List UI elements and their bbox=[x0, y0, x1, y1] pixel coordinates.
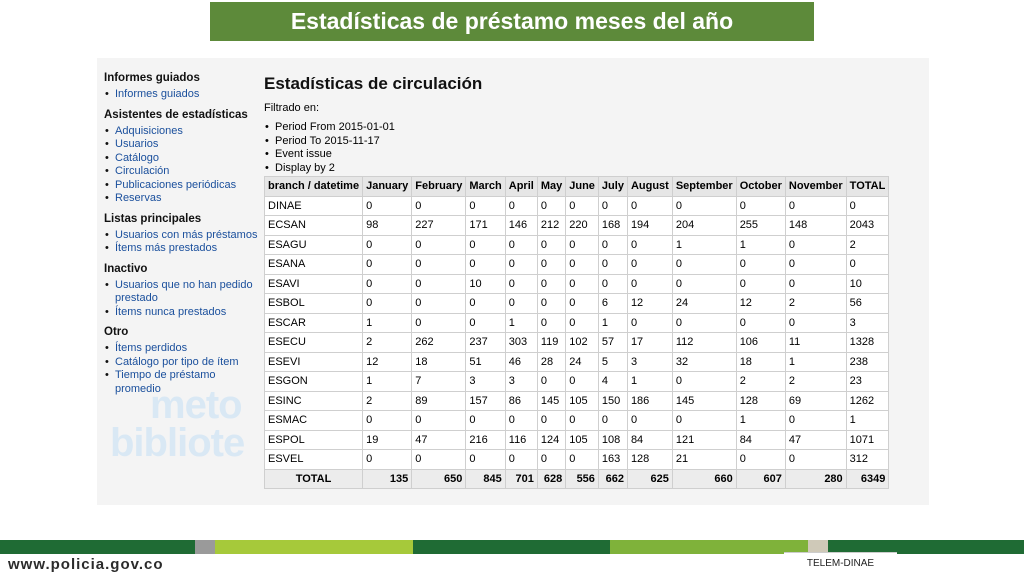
table-cell: 10 bbox=[466, 274, 505, 294]
column-header: TOTAL bbox=[846, 177, 889, 197]
table-cell: 119 bbox=[537, 333, 565, 353]
column-header: branch / datetime bbox=[265, 177, 363, 197]
table-cell: 84 bbox=[627, 430, 672, 450]
table-cell: 1071 bbox=[846, 430, 889, 450]
table-cell: ESINC bbox=[265, 391, 363, 411]
table-cell: ESEVI bbox=[265, 352, 363, 372]
table-cell: 51 bbox=[466, 352, 505, 372]
table-cell: 0 bbox=[412, 450, 466, 470]
table-cell: 194 bbox=[627, 216, 672, 236]
table-cell: 0 bbox=[537, 255, 565, 275]
table-cell: ESPOL bbox=[265, 430, 363, 450]
total-cell: 556 bbox=[566, 469, 599, 489]
table-cell: 0 bbox=[466, 294, 505, 314]
table-cell: 1 bbox=[363, 313, 412, 333]
table-total-row bbox=[265, 469, 889, 489]
table-cell: 0 bbox=[505, 274, 537, 294]
table-cell: 0 bbox=[566, 274, 599, 294]
table-cell: 0 bbox=[505, 196, 537, 216]
sidebar-link-list bbox=[104, 342, 264, 396]
table-cell: 23 bbox=[846, 372, 889, 392]
table-cell: 171 bbox=[466, 216, 505, 236]
table-cell: 0 bbox=[466, 411, 505, 431]
table-cell: 105 bbox=[566, 430, 599, 450]
table-cell: 5 bbox=[598, 352, 627, 372]
table-cell: 0 bbox=[412, 235, 466, 255]
table-cell: 0 bbox=[466, 450, 505, 470]
table-cell: 0 bbox=[412, 196, 466, 216]
table-row bbox=[265, 411, 889, 431]
table-cell: 1328 bbox=[846, 333, 889, 353]
table-cell: 0 bbox=[566, 235, 599, 255]
table-row bbox=[265, 333, 889, 353]
sidebar-link[interactable]: • Tiempo de préstamo promedio bbox=[104, 369, 264, 396]
table-cell: 0 bbox=[598, 411, 627, 431]
table-cell: 0 bbox=[846, 255, 889, 275]
table-cell: 17 bbox=[627, 333, 672, 353]
table-cell: 0 bbox=[566, 255, 599, 275]
filter-label: Filtrado en: bbox=[264, 102, 320, 114]
table-cell: 145 bbox=[537, 391, 565, 411]
table-cell: 12 bbox=[736, 294, 785, 314]
table-cell: 1 bbox=[672, 235, 736, 255]
filter-criteria-list bbox=[264, 121, 904, 175]
footer-stripe bbox=[413, 540, 610, 554]
table-cell: 0 bbox=[785, 450, 846, 470]
table-cell: 19 bbox=[363, 430, 412, 450]
table-cell: 0 bbox=[627, 274, 672, 294]
table-cell: 11 bbox=[785, 333, 846, 353]
table-cell: 1262 bbox=[846, 391, 889, 411]
table-cell: ECSAN bbox=[265, 216, 363, 236]
table-cell: 108 bbox=[598, 430, 627, 450]
table-cell: 0 bbox=[412, 313, 466, 333]
table-cell: 146 bbox=[505, 216, 537, 236]
table-cell: 0 bbox=[736, 274, 785, 294]
criteria-item: • Period From 2015-01-01 bbox=[264, 121, 904, 135]
total-cell: 625 bbox=[627, 469, 672, 489]
table-row bbox=[265, 255, 889, 275]
footer-stripe bbox=[195, 540, 215, 554]
criteria-item: • Display by 2 bbox=[264, 162, 904, 176]
table-cell: 0 bbox=[785, 235, 846, 255]
table-cell: 0 bbox=[736, 313, 785, 333]
sidebar-link[interactable]: • Ítems nunca prestados bbox=[104, 306, 264, 320]
table-cell: 0 bbox=[466, 255, 505, 275]
table-cell: 1 bbox=[736, 235, 785, 255]
table-cell: 18 bbox=[412, 352, 466, 372]
table-cell: 102 bbox=[566, 333, 599, 353]
sidebar-link[interactable]: • Informes guiados bbox=[104, 88, 264, 102]
table-cell: 0 bbox=[412, 411, 466, 431]
table-cell: 2 bbox=[363, 391, 412, 411]
table-cell: 0 bbox=[363, 196, 412, 216]
table-cell: 255 bbox=[736, 216, 785, 236]
main-content bbox=[264, 72, 904, 489]
table-cell: 12 bbox=[627, 294, 672, 314]
table-cell: 0 bbox=[412, 255, 466, 275]
table-cell: 32 bbox=[672, 352, 736, 372]
table-cell: 0 bbox=[627, 255, 672, 275]
sidebar-heading: Informes guiados bbox=[104, 72, 200, 84]
table-cell: 0 bbox=[537, 372, 565, 392]
column-header: August bbox=[627, 177, 672, 197]
table-cell: 212 bbox=[537, 216, 565, 236]
table-cell: 0 bbox=[785, 411, 846, 431]
column-header: January bbox=[363, 177, 412, 197]
table-cell: 0 bbox=[598, 196, 627, 216]
table-cell: 7 bbox=[412, 372, 466, 392]
table-cell: 0 bbox=[363, 294, 412, 314]
table-cell: 2043 bbox=[846, 216, 889, 236]
table-cell: 128 bbox=[736, 391, 785, 411]
table-cell: 121 bbox=[672, 430, 736, 450]
table-cell: 28 bbox=[537, 352, 565, 372]
table-cell: 0 bbox=[537, 235, 565, 255]
table-cell: 0 bbox=[566, 196, 599, 216]
table-cell: 2 bbox=[363, 333, 412, 353]
table-cell: 112 bbox=[672, 333, 736, 353]
table-cell: 12 bbox=[363, 352, 412, 372]
sidebar-link[interactable]: • Publicaciones periódicas bbox=[104, 179, 264, 193]
sidebar bbox=[104, 72, 264, 403]
sidebar-heading: Otro bbox=[104, 326, 129, 338]
table-cell: 2 bbox=[846, 235, 889, 255]
table-cell: 227 bbox=[412, 216, 466, 236]
table-cell: 0 bbox=[505, 294, 537, 314]
table-cell: DINAE bbox=[265, 196, 363, 216]
table-cell: 220 bbox=[566, 216, 599, 236]
table-cell: 0 bbox=[736, 196, 785, 216]
table-cell: 1 bbox=[598, 313, 627, 333]
table-cell: 0 bbox=[736, 255, 785, 275]
table-cell: 2 bbox=[785, 294, 846, 314]
table-row bbox=[265, 352, 889, 372]
table-cell: 106 bbox=[736, 333, 785, 353]
table-cell: 312 bbox=[846, 450, 889, 470]
column-header: June bbox=[566, 177, 599, 197]
table-cell: 216 bbox=[466, 430, 505, 450]
table-cell: 0 bbox=[537, 196, 565, 216]
column-header: May bbox=[537, 177, 565, 197]
circulation-stats-table bbox=[264, 176, 889, 489]
sidebar-heading: Inactivo bbox=[104, 262, 148, 275]
criteria-item: • Event issue bbox=[264, 148, 904, 162]
column-header: April bbox=[505, 177, 537, 197]
table-cell: 168 bbox=[598, 216, 627, 236]
sidebar-link[interactable]: • Catálogo por tipo de ítem bbox=[104, 356, 264, 370]
footer-url[interactable]: www.policia.gov.co bbox=[8, 556, 164, 573]
table-row bbox=[265, 294, 889, 314]
table-cell: 163 bbox=[598, 450, 627, 470]
table-cell: 89 bbox=[412, 391, 466, 411]
table-cell: 0 bbox=[672, 372, 736, 392]
table-cell: 0 bbox=[627, 411, 672, 431]
table-row bbox=[265, 274, 889, 294]
table-cell: 3 bbox=[627, 352, 672, 372]
table-cell: ESGON bbox=[265, 372, 363, 392]
table-cell: 204 bbox=[672, 216, 736, 236]
table-cell: 47 bbox=[785, 430, 846, 450]
sidebar-heading: Asistentes de estadísticas bbox=[104, 108, 248, 121]
table-cell: 186 bbox=[627, 391, 672, 411]
table-cell: 56 bbox=[846, 294, 889, 314]
table-row bbox=[265, 196, 889, 216]
table-cell: 0 bbox=[672, 255, 736, 275]
table-cell: 0 bbox=[566, 294, 599, 314]
table-cell: ESBOL bbox=[265, 294, 363, 314]
table-cell: 0 bbox=[598, 235, 627, 255]
total-cell: 701 bbox=[505, 469, 537, 489]
table-cell: ESANA bbox=[265, 255, 363, 275]
table-cell: 116 bbox=[505, 430, 537, 450]
table-cell: 0 bbox=[537, 411, 565, 431]
table-cell: 0 bbox=[736, 450, 785, 470]
table-row bbox=[265, 450, 889, 470]
table-cell: 0 bbox=[566, 313, 599, 333]
sidebar-link-list bbox=[104, 125, 264, 206]
total-cell: 6349 bbox=[846, 469, 889, 489]
table-cell: 157 bbox=[466, 391, 505, 411]
sidebar-link[interactable]: • Ítems perdidos bbox=[104, 342, 264, 356]
table-cell: 3 bbox=[466, 372, 505, 392]
table-cell: 0 bbox=[466, 196, 505, 216]
table-cell: 0 bbox=[627, 313, 672, 333]
sidebar-link[interactable]: • Ítems más prestados bbox=[104, 242, 264, 256]
table-cell: 1 bbox=[627, 372, 672, 392]
column-header: November bbox=[785, 177, 846, 197]
table-cell: 303 bbox=[505, 333, 537, 353]
total-cell: 662 bbox=[598, 469, 627, 489]
table-cell: 237 bbox=[466, 333, 505, 353]
table-cell: 0 bbox=[785, 274, 846, 294]
sidebar-link[interactable]: • Usuarios que no han pedido prestado bbox=[104, 279, 264, 306]
footer-tag: TELEM-DINAE bbox=[784, 552, 897, 573]
table-cell: ESMAC bbox=[265, 411, 363, 431]
table-row bbox=[265, 391, 889, 411]
table-cell: 24 bbox=[672, 294, 736, 314]
table-cell: 0 bbox=[363, 255, 412, 275]
column-header: July bbox=[598, 177, 627, 197]
table-cell: 0 bbox=[566, 450, 599, 470]
footer-stripe bbox=[0, 540, 195, 554]
table-row bbox=[265, 235, 889, 255]
table-cell: 0 bbox=[846, 196, 889, 216]
table-cell: 1 bbox=[846, 411, 889, 431]
page-title: Estadísticas de circulación bbox=[264, 74, 483, 93]
table-cell: 0 bbox=[785, 255, 846, 275]
table-cell: ESCAR bbox=[265, 313, 363, 333]
table-cell: 150 bbox=[598, 391, 627, 411]
table-cell: 105 bbox=[566, 391, 599, 411]
sidebar-heading: Listas principales bbox=[104, 212, 202, 225]
table-cell: 0 bbox=[363, 274, 412, 294]
table-cell: 1 bbox=[785, 352, 846, 372]
table-cell: 145 bbox=[672, 391, 736, 411]
table-cell: 124 bbox=[537, 430, 565, 450]
sidebar-link[interactable]: • Adquisiciones bbox=[104, 125, 264, 139]
total-cell: 607 bbox=[736, 469, 785, 489]
criteria-item: • Period To 2015-11-17 bbox=[264, 135, 904, 149]
footer-stripe bbox=[610, 540, 808, 554]
table-cell: 262 bbox=[412, 333, 466, 353]
table-cell: 6 bbox=[598, 294, 627, 314]
footer-stripe bbox=[215, 540, 413, 554]
table-cell: ESAGU bbox=[265, 235, 363, 255]
table-cell: 2 bbox=[785, 372, 846, 392]
table-row bbox=[265, 313, 889, 333]
table-cell: 148 bbox=[785, 216, 846, 236]
column-header: February bbox=[412, 177, 466, 197]
table-cell: 0 bbox=[627, 235, 672, 255]
table-cell: 98 bbox=[363, 216, 412, 236]
table-cell: 0 bbox=[505, 235, 537, 255]
table-cell: 57 bbox=[598, 333, 627, 353]
table-cell: 0 bbox=[566, 372, 599, 392]
total-cell: 660 bbox=[672, 469, 736, 489]
table-cell: 0 bbox=[363, 235, 412, 255]
sidebar-link-list bbox=[104, 229, 264, 256]
table-cell: 0 bbox=[363, 450, 412, 470]
total-cell: 650 bbox=[412, 469, 466, 489]
sidebar-link[interactable]: • Catálogo bbox=[104, 152, 264, 166]
sidebar-link[interactable]: • Usuarios con más préstamos bbox=[104, 229, 264, 243]
table-cell: 3 bbox=[846, 313, 889, 333]
table-cell: 10 bbox=[846, 274, 889, 294]
sidebar-link[interactable]: • Circulación bbox=[104, 165, 264, 179]
table-cell: 0 bbox=[537, 313, 565, 333]
table-cell: 0 bbox=[785, 196, 846, 216]
table-row bbox=[265, 216, 889, 236]
table-cell: 0 bbox=[412, 274, 466, 294]
table-cell: 0 bbox=[466, 235, 505, 255]
table-cell: 0 bbox=[505, 411, 537, 431]
table-row bbox=[265, 430, 889, 450]
table-cell: 1 bbox=[505, 313, 537, 333]
sidebar-link[interactable]: • Reservas bbox=[104, 192, 264, 206]
total-cell: 628 bbox=[537, 469, 565, 489]
table-cell: 238 bbox=[846, 352, 889, 372]
table-cell: 2 bbox=[736, 372, 785, 392]
table-cell: 0 bbox=[672, 196, 736, 216]
total-cell: TOTAL bbox=[265, 469, 363, 489]
column-header: March bbox=[466, 177, 505, 197]
table-cell: 128 bbox=[627, 450, 672, 470]
slide-title: Estadísticas de préstamo meses del año bbox=[290, 8, 734, 34]
table-cell: 0 bbox=[505, 450, 537, 470]
table-cell: 69 bbox=[785, 391, 846, 411]
table-cell: 0 bbox=[627, 196, 672, 216]
table-cell: 0 bbox=[785, 313, 846, 333]
sidebar-link-list bbox=[104, 279, 264, 320]
table-cell: 0 bbox=[598, 255, 627, 275]
table-cell: 0 bbox=[412, 294, 466, 314]
table-cell: 0 bbox=[566, 411, 599, 431]
total-cell: 135 bbox=[363, 469, 412, 489]
table-cell: 0 bbox=[505, 255, 537, 275]
table-cell: 21 bbox=[672, 450, 736, 470]
total-cell: 845 bbox=[466, 469, 505, 489]
table-header-row bbox=[265, 177, 889, 197]
table-cell: 0 bbox=[537, 274, 565, 294]
table-cell: 4 bbox=[598, 372, 627, 392]
table-cell: 0 bbox=[537, 294, 565, 314]
table-cell: 46 bbox=[505, 352, 537, 372]
table-cell: 0 bbox=[363, 411, 412, 431]
table-cell: 1 bbox=[736, 411, 785, 431]
table-cell: 0 bbox=[537, 450, 565, 470]
table-cell: 18 bbox=[736, 352, 785, 372]
slide-title-banner bbox=[210, 2, 814, 41]
table-cell: 1 bbox=[363, 372, 412, 392]
table-row bbox=[265, 372, 889, 392]
table-cell: 86 bbox=[505, 391, 537, 411]
total-cell: 280 bbox=[785, 469, 846, 489]
table-cell: 0 bbox=[672, 411, 736, 431]
table-cell: 24 bbox=[566, 352, 599, 372]
sidebar-link-list bbox=[104, 88, 264, 102]
table-cell: ESECU bbox=[265, 333, 363, 353]
table-cell: 0 bbox=[672, 274, 736, 294]
table-cell: 3 bbox=[505, 372, 537, 392]
table-cell: ESAVI bbox=[265, 274, 363, 294]
table-cell: 0 bbox=[466, 313, 505, 333]
table-cell: 0 bbox=[672, 313, 736, 333]
table-cell: ESVEL bbox=[265, 450, 363, 470]
sidebar-link[interactable]: • Usuarios bbox=[104, 138, 264, 152]
column-header: September bbox=[672, 177, 736, 197]
column-header: October bbox=[736, 177, 785, 197]
table-cell: 47 bbox=[412, 430, 466, 450]
table-cell: 84 bbox=[736, 430, 785, 450]
table-cell: 0 bbox=[598, 274, 627, 294]
